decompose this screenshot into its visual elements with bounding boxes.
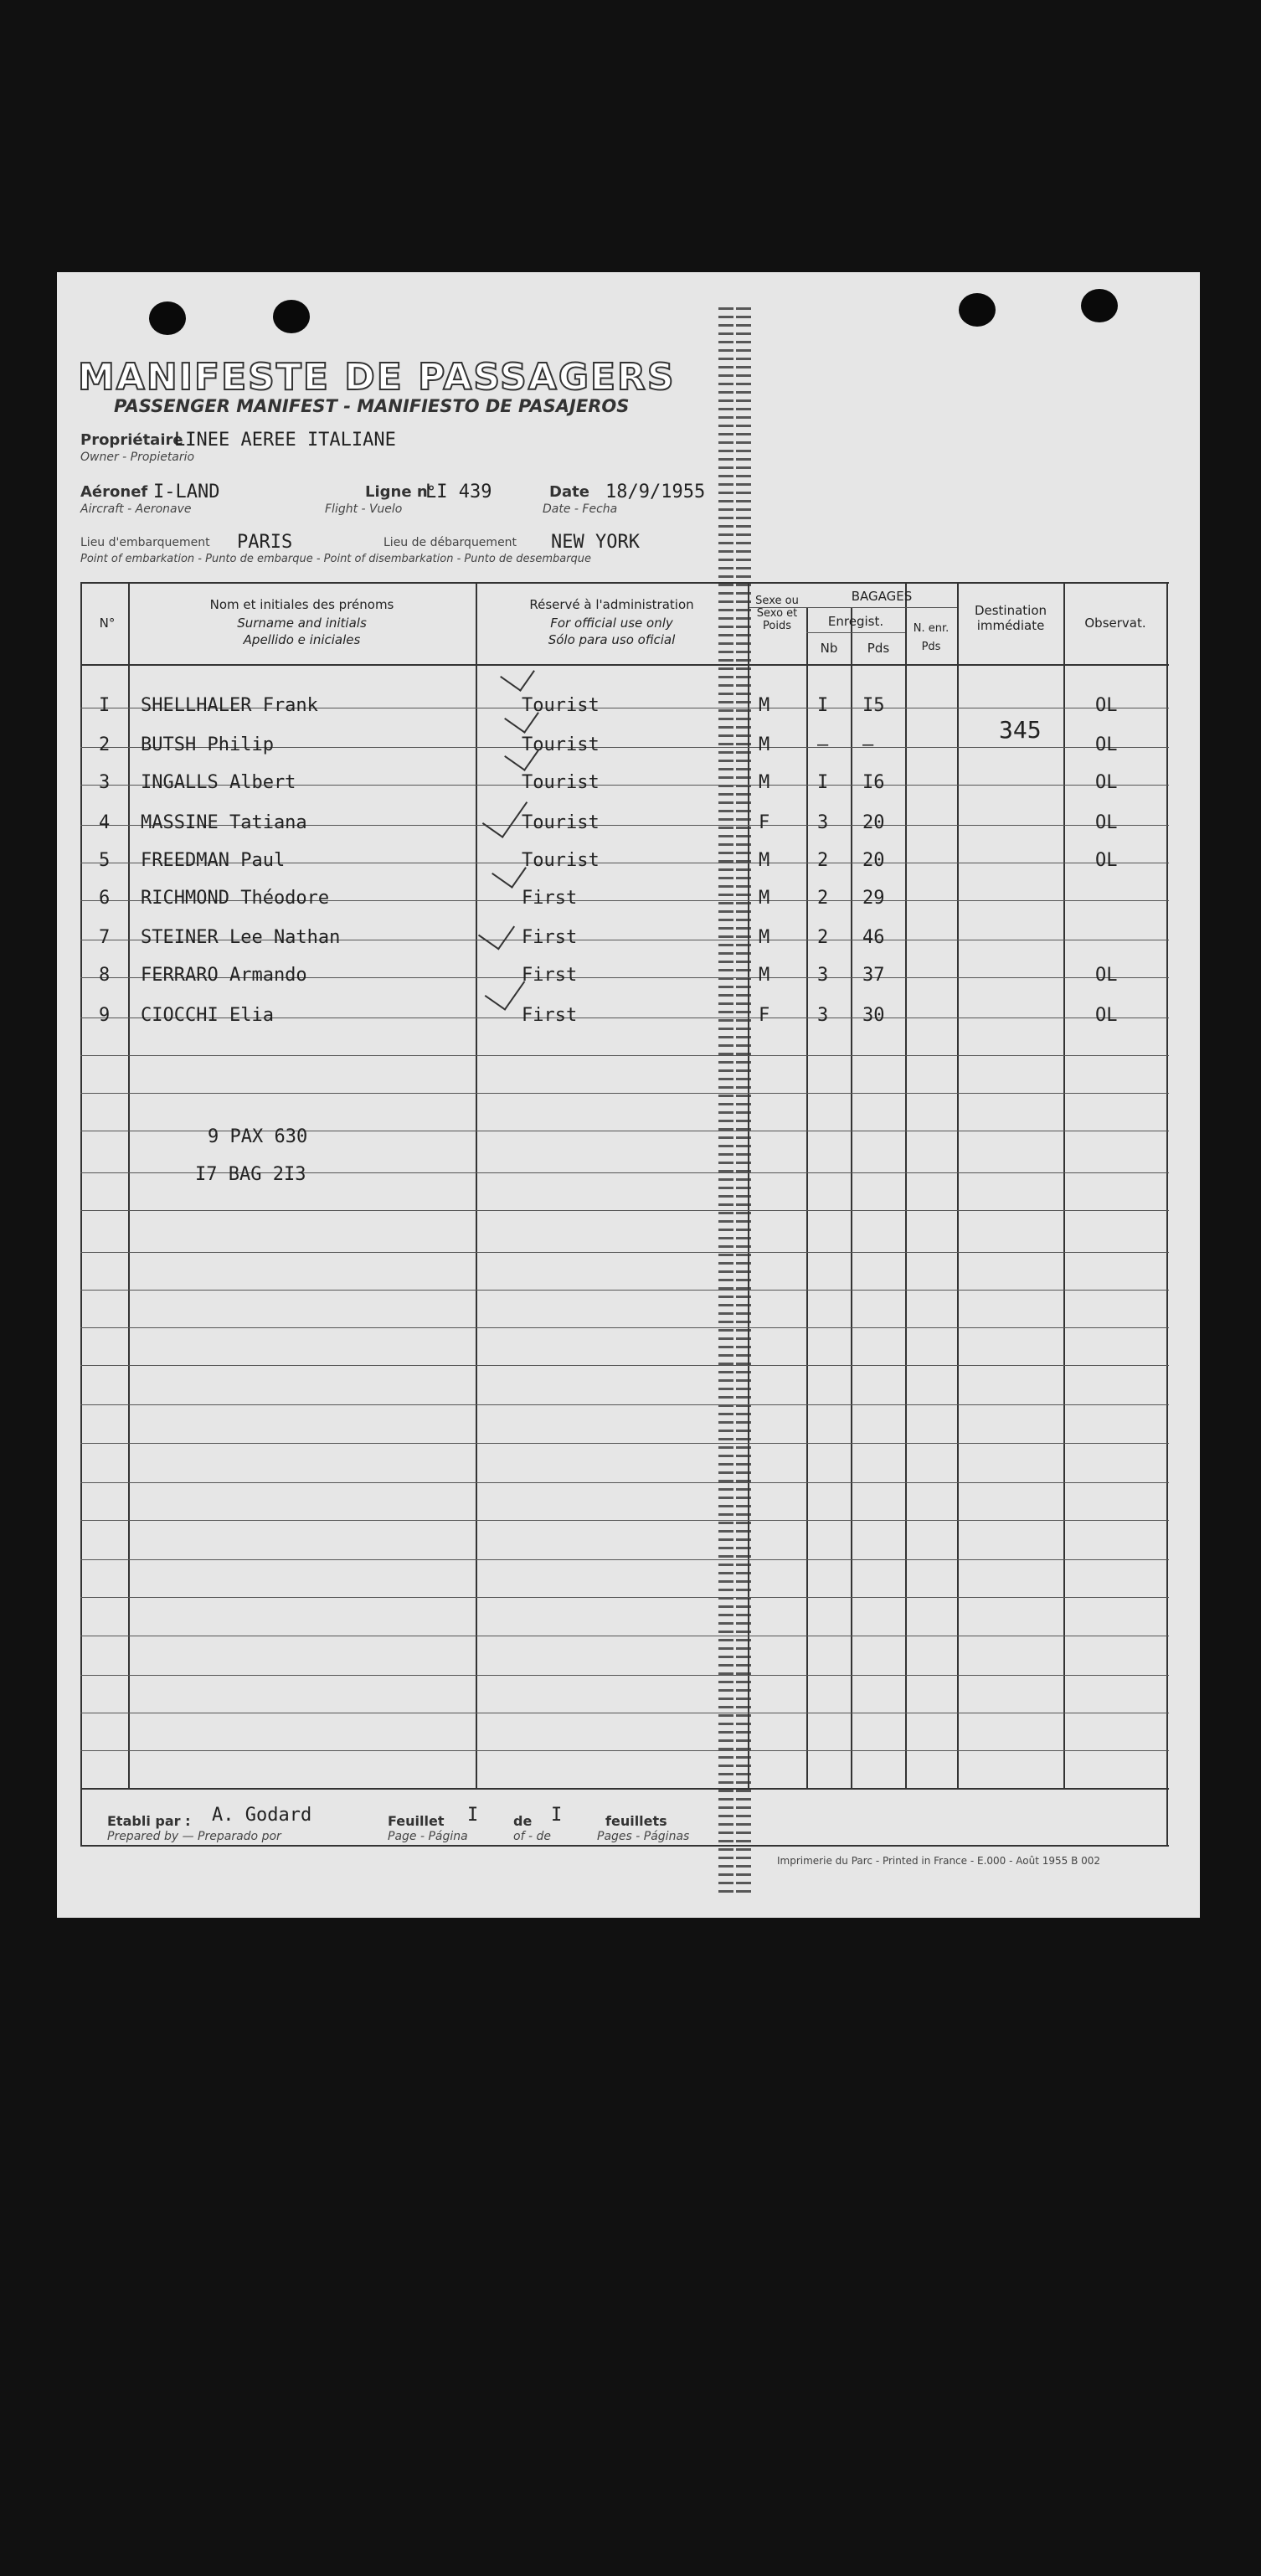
col-header-name-es: Apellido e iniciales <box>243 632 361 647</box>
row-admin: First <box>522 927 578 948</box>
row-nb: — <box>817 734 829 755</box>
row-nb: 2 <box>817 850 829 871</box>
row-admin: Tourist <box>522 695 600 716</box>
row-pds: 46 <box>862 927 885 948</box>
col-header-bagages: BAGAGES <box>851 589 913 604</box>
col-header-dest: Destination immédiate <box>974 603 1047 633</box>
col-header-admin: Réservé à l'administration <box>529 597 694 612</box>
printer-line: Imprimerie du Parc - Printed in France - E.000 - Août 1955 B 002 <box>777 1855 1101 1867</box>
col-header-admin-en: For official use only <box>550 616 673 631</box>
row-no: 7 <box>99 927 111 948</box>
punch-hole <box>959 293 996 327</box>
owner-value: LINEE AEREE ITALIANE <box>174 430 396 451</box>
row-obs: OL <box>1095 1005 1118 1026</box>
row-sex: M <box>759 772 770 793</box>
row-pds: 20 <box>862 850 885 871</box>
row-obs: OL <box>1095 850 1118 871</box>
aircraft-value: I-LAND <box>153 482 220 502</box>
check-mark-icon <box>500 657 535 692</box>
row-sex: F <box>759 1005 770 1026</box>
row-obs: OL <box>1095 965 1118 986</box>
col-header-name-en: Surname and initials <box>237 616 367 631</box>
row-pds: I6 <box>862 772 885 793</box>
punch-hole <box>1081 289 1118 322</box>
embark-value: PARIS <box>237 532 293 553</box>
row-name: FREEDMAN Paul <box>141 850 286 871</box>
of-label: de <box>513 1813 533 1829</box>
perforation-line <box>718 307 733 1899</box>
row-no: 3 <box>99 772 111 793</box>
row-nb: I <box>817 772 829 793</box>
check-mark-icon <box>485 967 526 1011</box>
row-pds: 30 <box>862 1005 885 1026</box>
pages-sub: Pages - Páginas <box>597 1830 690 1843</box>
embark-sub: Point of embarkation - Punto de embarque - Point of disembarkation - Punto de desembarque <box>80 553 592 565</box>
row-admin: First <box>522 888 578 909</box>
col-header-admin-es: Sólo para uso oficial <box>548 632 676 647</box>
row-name: INGALLS Albert <box>141 772 296 793</box>
prepared-label: Etabli par : <box>107 1813 191 1829</box>
disembark-label: Lieu de débarquement <box>383 536 517 549</box>
row-name: CIOCCHI Elia <box>141 1005 274 1026</box>
total-pax: 9 PAX 630 <box>208 1126 308 1147</box>
manifest-sheet <box>57 272 1200 1918</box>
check-mark-icon <box>478 912 515 950</box>
flight-label: Ligne n° <box>365 483 435 501</box>
row-admin: First <box>522 965 578 986</box>
row-pds: 37 <box>862 965 885 986</box>
row-pds: I5 <box>862 695 885 716</box>
embark-label: Lieu d'embarquement <box>80 536 210 549</box>
row-nb: 3 <box>817 965 829 986</box>
total-bag: I7 BAG 2I3 <box>195 1164 306 1185</box>
row-admin: Tourist <box>522 850 600 871</box>
row-obs: OL <box>1095 734 1118 755</box>
owner-sub: Owner - Propietario <box>80 451 195 464</box>
row-no: 8 <box>99 965 111 986</box>
row-admin: Tourist <box>522 772 600 793</box>
aircraft-label: Aéronef <box>80 483 148 501</box>
prepared-value: A. Godard <box>212 1805 312 1826</box>
disembark-value: NEW YORK <box>551 532 640 553</box>
row-name: BUTSH Philip <box>141 734 274 755</box>
row-obs: OL <box>1095 772 1118 793</box>
row-nb: I <box>817 695 829 716</box>
date-value: 18/9/1955 <box>605 482 706 502</box>
page-value: I <box>467 1805 479 1826</box>
col-header-nenr: N. enr. <box>913 622 950 635</box>
date-sub: Date - Fecha <box>543 502 618 516</box>
row-name: MASSINE Tatiana <box>141 812 307 833</box>
page-sub: Page - Página <box>388 1830 468 1843</box>
col-header-obs: Observat. <box>1084 616 1146 631</box>
row-dest: 345 <box>999 716 1042 744</box>
page-subtitle: PASSENGER MANIFEST - MANIFIESTO DE PASAJEROS <box>114 396 630 416</box>
col-header-nb: Nb <box>820 641 838 656</box>
flight-sub: Flight - Vuelo <box>325 502 403 516</box>
page-title: MANIFESTE DE PASSAGERS <box>78 356 676 399</box>
row-sex: M <box>759 927 770 948</box>
row-no: 2 <box>99 734 111 755</box>
row-sex: M <box>759 850 770 871</box>
punch-hole <box>273 300 310 333</box>
row-no: 9 <box>99 1005 111 1026</box>
punch-hole <box>149 301 186 335</box>
row-pds: — <box>862 734 874 755</box>
row-obs: OL <box>1095 812 1118 833</box>
col-header-name: Nom et initiales des prénoms <box>209 597 394 612</box>
col-header-pds: Pds <box>867 641 890 656</box>
flight-value: LI 439 <box>425 482 492 502</box>
row-pds: 20 <box>862 812 885 833</box>
row-pds: 29 <box>862 888 885 909</box>
owner-label: Propriétaire <box>80 431 183 449</box>
row-no: I <box>99 695 111 716</box>
page-label: Feuillet <box>388 1813 445 1829</box>
row-no: 6 <box>99 888 111 909</box>
row-name: STEINER Lee Nathan <box>141 927 341 948</box>
row-nb: 3 <box>817 1005 829 1026</box>
row-name: SHELLHALER Frank <box>141 695 318 716</box>
col-header-no: N° <box>99 616 116 631</box>
row-sex: M <box>759 734 770 755</box>
row-sex: M <box>759 888 770 909</box>
col-header-enregist: Enregist. <box>827 614 884 629</box>
row-admin: Tourist <box>522 812 600 833</box>
row-name: RICHMOND Théodore <box>141 888 330 909</box>
of-value: I <box>551 1805 563 1826</box>
row-nb: 2 <box>817 888 829 909</box>
row-nb: 2 <box>817 927 829 948</box>
row-name: FERRARO Armando <box>141 965 307 986</box>
row-sex: M <box>759 965 770 986</box>
date-label: Date <box>549 483 589 501</box>
col-header-sex: Sexe ou Sexo et Poids <box>755 595 799 632</box>
row-admin: Tourist <box>522 734 600 755</box>
row-obs: OL <box>1095 695 1118 716</box>
prepared-sub: Prepared by — Preparado por <box>107 1830 281 1843</box>
row-admin: First <box>522 1005 578 1026</box>
col-header-nenr-pds: Pds <box>921 641 941 653</box>
pages-label: feuillets <box>605 1813 667 1829</box>
row-nb: 3 <box>817 812 829 833</box>
of-sub: of - de <box>513 1830 551 1843</box>
row-sex: F <box>759 812 770 833</box>
row-no: 5 <box>99 850 111 871</box>
aircraft-sub: Aircraft - Aeronave <box>80 502 192 516</box>
row-no: 4 <box>99 812 111 833</box>
row-sex: M <box>759 695 770 716</box>
